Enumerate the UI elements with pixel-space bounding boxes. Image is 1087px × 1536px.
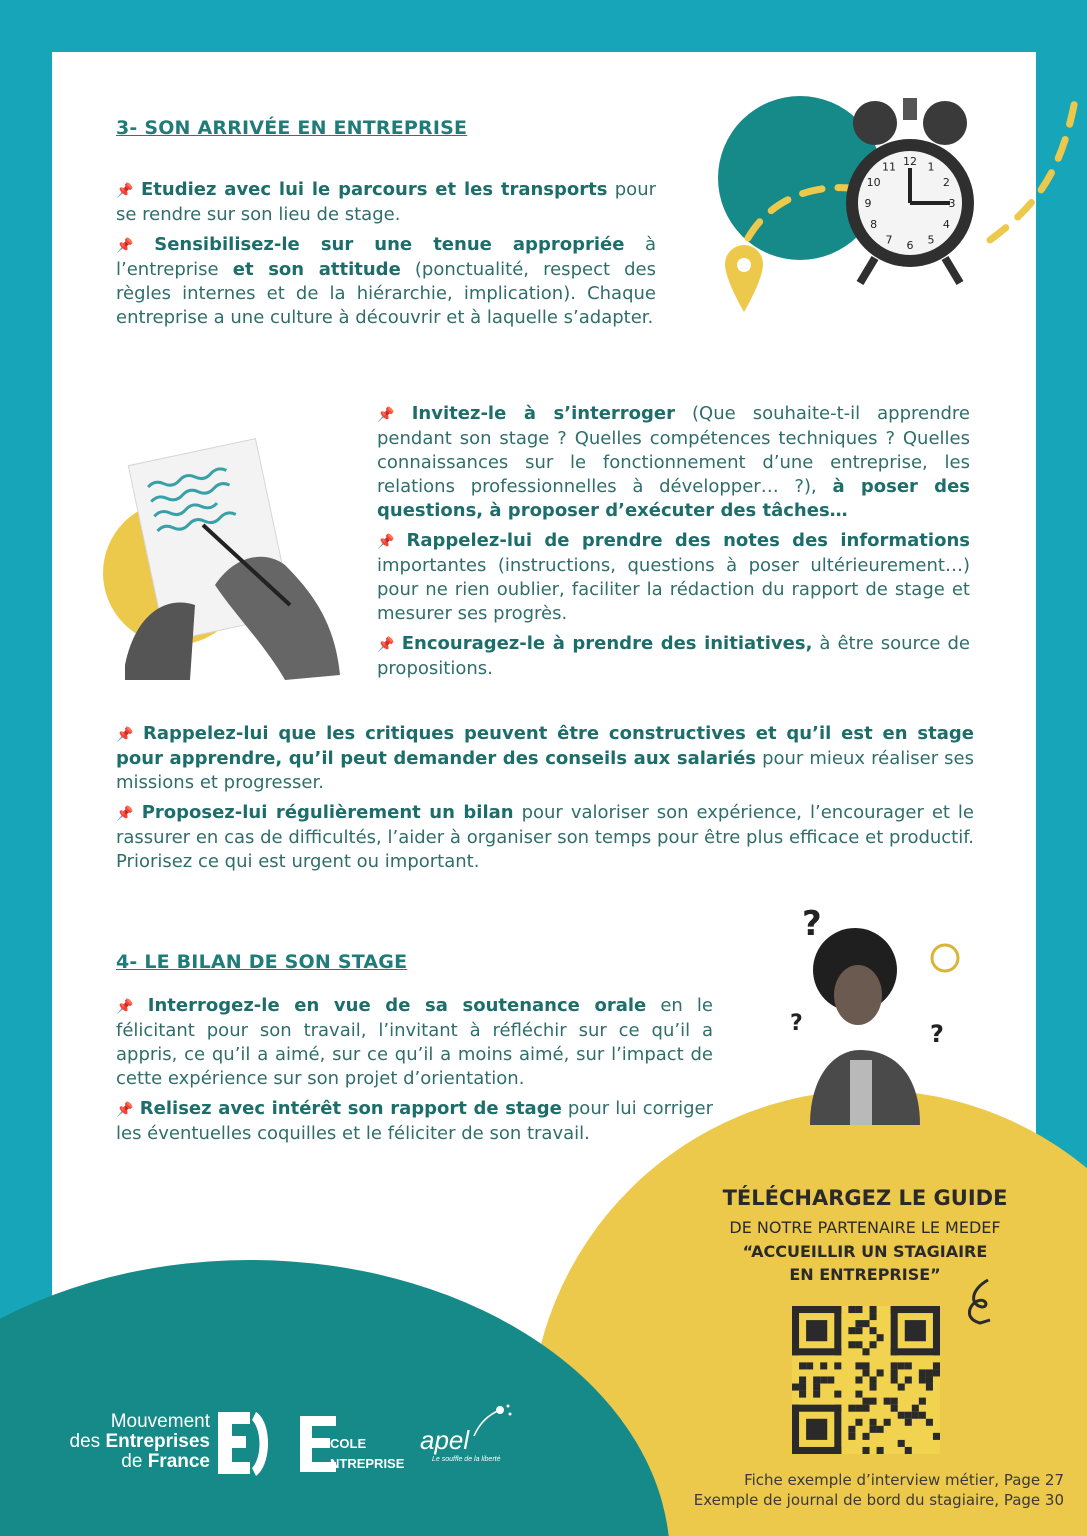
location-pin-icon <box>725 245 763 312</box>
page-references <box>650 1470 1064 1510</box>
guide-line-3: EN ENTREPRISE” <box>789 1265 941 1284</box>
clock-number: 9 <box>864 197 872 210</box>
pushpin-icon: 📌 <box>116 1102 134 1118</box>
ecole-line-2: NTREPRISE <box>330 1456 405 1471</box>
svg-text:?: ? <box>930 1020 944 1048</box>
notebook-illustration <box>115 425 345 680</box>
clock-number: 11 <box>882 160 896 174</box>
thinking-woman-illustration <box>780 900 980 1125</box>
svg-text:?: ? <box>802 904 822 944</box>
apel-tagline: Le souffle de la liberté <box>432 1456 501 1463</box>
section4-paragraph-2: 📌 Relisez avec intérêt son rapport de stage pour lui corriger les éventuelles coquilles et le féliciter de son travail. <box>116 1098 713 1144</box>
ecole-line-1: COLE <box>330 1436 367 1451</box>
clock-number: 4 <box>942 218 950 231</box>
apel-logo-text: apel <box>420 1425 470 1455</box>
guide-title: TÉLÉCHARGEZ LE GUIDE <box>722 1186 1008 1210</box>
medef-logo-text <box>48 1412 210 1472</box>
section4-paragraph-1: 📌 Interrogez-le en vue de sa soutenance orale en le félicitant pour son travail, l’invitant à réfléchir sur ce qu’il a appris, ce qu’il a aimé, sur ce qu’il a moins aimé, sur l’impact de cette expérience sur son projet d’orientation. <box>116 995 713 1089</box>
clock-number: 5 <box>927 233 935 247</box>
pushpin-icon: 📌 <box>116 238 149 254</box>
section3-paragraph-6: 📌 Rappelez-lui que les critiques peuvent être constructives et qu’il est en stage pour apprendre, qu’il peut demander des conseils aux salariés pour mieux réaliser ses missions et progresser. <box>116 723 974 793</box>
qr-code[interactable] <box>792 1306 940 1454</box>
pushpin-icon: 📌 <box>116 806 136 822</box>
pushpin-icon: 📌 <box>116 183 136 199</box>
section3-paragraph-7: 📌 Proposez-lui régulièrement un bilan pour valoriser son expérience, l’encourager et le rassurer en cas de difficultés, l’aider à organiser son temps pour être plus efficace et productif. Priorisez ce qui est urgent ou important. <box>116 802 975 872</box>
pushpin-icon: 📌 <box>377 534 401 550</box>
clock-number: 10 <box>866 176 881 189</box>
medef-logo-icon <box>218 1412 272 1476</box>
pushpin-icon: 📌 <box>116 727 138 743</box>
clock-number: 7 <box>885 233 893 247</box>
svg-text:?: ? <box>790 1011 803 1036</box>
section3-block-bottom <box>116 722 974 880</box>
section3-block-top <box>116 178 656 336</box>
section3-paragraph-1: 📌 Etudiez avec lui le parcours et les transports pour se rendre sur son lieu de stage. <box>116 179 657 225</box>
dandelion-icon <box>470 1402 514 1438</box>
qr-code-icon <box>792 1306 940 1454</box>
clock-number: 2 <box>942 176 950 189</box>
section3-block-middle <box>377 402 970 687</box>
alarm-clock-icon <box>845 88 975 288</box>
section3-paragraph-4: 📌 Rappelez-lui de prendre des notes des informations importantes (instructions, questions à poser ultérieurement…) pour ne rien oublier, faciliter la rédaction du rapport de stage et mesurer ses progrès. <box>377 530 970 624</box>
curly-arrow-icon <box>960 1275 1000 1330</box>
clock-number: 8 <box>870 218 878 231</box>
guide-line-2: “ACCUEILLIR UN STAGIAIRE <box>742 1242 988 1261</box>
clock-number: 3 <box>948 197 956 210</box>
pushpin-icon: 📌 <box>377 407 406 423</box>
pushpin-icon: 📌 <box>116 999 142 1015</box>
medef-line-2: des Entreprises <box>69 1431 210 1452</box>
ecole-entreprise-logo-text <box>330 1434 404 1474</box>
section3-paragraph-5: 📌 Encouragez-le à prendre des initiatives, à être source de propositions. <box>377 633 970 679</box>
reference-line-2: Exemple de journal de bord du stagiaire, Page 30 <box>693 1491 1064 1509</box>
medef-line-3: de France <box>121 1451 210 1472</box>
section4-block <box>116 994 713 1152</box>
guide-line-1: DE NOTRE PARTENAIRE LE MEDEF <box>729 1218 1001 1237</box>
clock-number: 1 <box>927 160 935 174</box>
section3-paragraph-2: 📌 Sensibilisez-le sur une tenue appropriée à l’entreprise et son attitude (ponctualité, respect des règles internes et de la hiérarchie, implication). Chaque entreprise a une culture à découvrir et à laquelle s’adapter. <box>116 234 657 328</box>
clock-number: 12 <box>903 155 917 168</box>
pushpin-icon: 📌 <box>377 637 396 653</box>
reference-line-1: Fiche exemple d’interview métier, Page 27 <box>744 1471 1064 1489</box>
section3-paragraph-3: 📌 Invitez-le à s’interroger (Que souhaite-t-il apprendre pendant son stage ? Quelles compétences techniques ? Quelles connaissances sur le fonctionnement d’une entreprise, les relations professionnelles à développer… ?), à poser des questions, à proposer d’exécuter des tâches… <box>377 403 971 521</box>
section4-title: 4- LE BILAN DE SON STAGE <box>116 951 408 973</box>
section3-title: 3- SON ARRIVÉE EN ENTREPRISE <box>116 117 468 139</box>
medef-line-1: Mouvement <box>110 1411 210 1432</box>
clock-number: 6 <box>906 239 914 252</box>
